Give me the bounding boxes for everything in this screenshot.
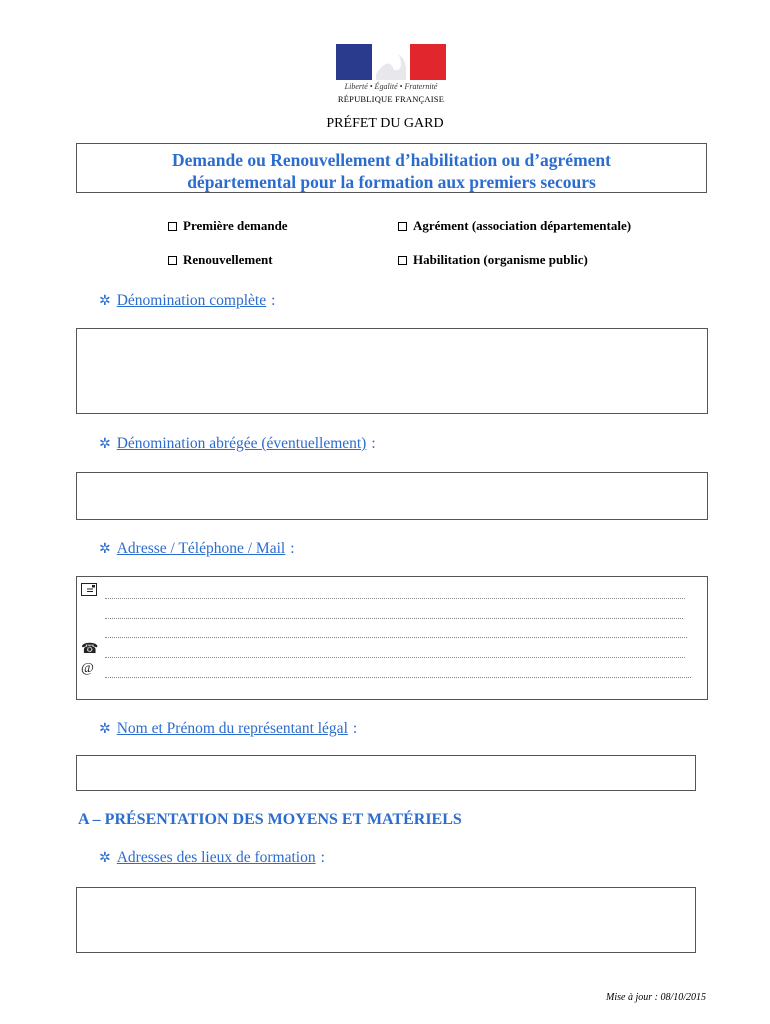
denomination-abregee-field[interactable] xyxy=(76,472,708,520)
section-a-heading: A – PRÉSENTATION DES MOYENS ET MATÉRIELS xyxy=(78,811,462,828)
prefet-heading: PRÉFET DU GARD xyxy=(326,116,444,131)
tricolor-flag-icon xyxy=(336,44,446,80)
at-sign-icon: @ xyxy=(81,661,94,676)
telephone-line[interactable] xyxy=(105,657,685,658)
option-habilitation[interactable]: Habilitation (organisme public) xyxy=(398,252,588,268)
label-denomination-complete: ✲ Dénomination complète : xyxy=(99,292,276,309)
label-denomination-abregee: ✲ Dénomination abrégée (éventuellement) : xyxy=(99,435,376,452)
update-date: Mise à jour : 08/10/2015 xyxy=(606,992,706,1003)
letter-icon xyxy=(81,583,97,601)
star-icon: ✲ xyxy=(99,850,111,866)
checkbox[interactable] xyxy=(398,256,407,265)
mail-line[interactable] xyxy=(105,677,691,678)
republique-francaise: RÉPUBLIQUE FRANÇAISE xyxy=(337,94,445,104)
form-title-line2: départemental pour la formation aux premiers secours xyxy=(187,172,596,192)
address-line[interactable] xyxy=(105,618,683,619)
denomination-complete-field[interactable] xyxy=(76,328,708,414)
checkbox[interactable] xyxy=(398,222,407,231)
star-icon: ✲ xyxy=(99,436,111,452)
republique-francaise-logo xyxy=(336,44,446,106)
address-line[interactable] xyxy=(105,637,687,638)
adresse-field[interactable] xyxy=(76,576,708,700)
option-renouvellement[interactable]: Renouvellement xyxy=(168,252,273,268)
representant-field[interactable] xyxy=(76,755,696,791)
form-title-line1: Demande ou Renouvellement d’habilitation ou d’agrément xyxy=(172,150,611,170)
label-representant: ✲ Nom et Prénom du représentant légal : xyxy=(99,720,358,737)
label-adresse: ✲ Adresse / Téléphone / Mail : xyxy=(99,540,295,557)
checkbox[interactable] xyxy=(168,222,177,231)
star-icon: ✲ xyxy=(99,541,111,557)
star-icon: ✲ xyxy=(99,293,111,309)
label-lieux-formation: ✲ Adresses des lieux de formation : xyxy=(99,849,325,866)
option-agrement[interactable]: Agrément (association départementale) xyxy=(398,218,631,234)
lieux-formation-field[interactable] xyxy=(76,887,696,953)
telephone-icon: ☎ xyxy=(81,642,99,657)
address-line[interactable] xyxy=(105,598,685,599)
star-icon: ✲ xyxy=(99,721,111,737)
option-premiere-demande[interactable]: Première demande xyxy=(168,218,288,234)
checkbox[interactable] xyxy=(168,256,177,265)
motto: Liberté • Égalité • Fraternité xyxy=(344,82,438,91)
form-title xyxy=(76,143,707,193)
